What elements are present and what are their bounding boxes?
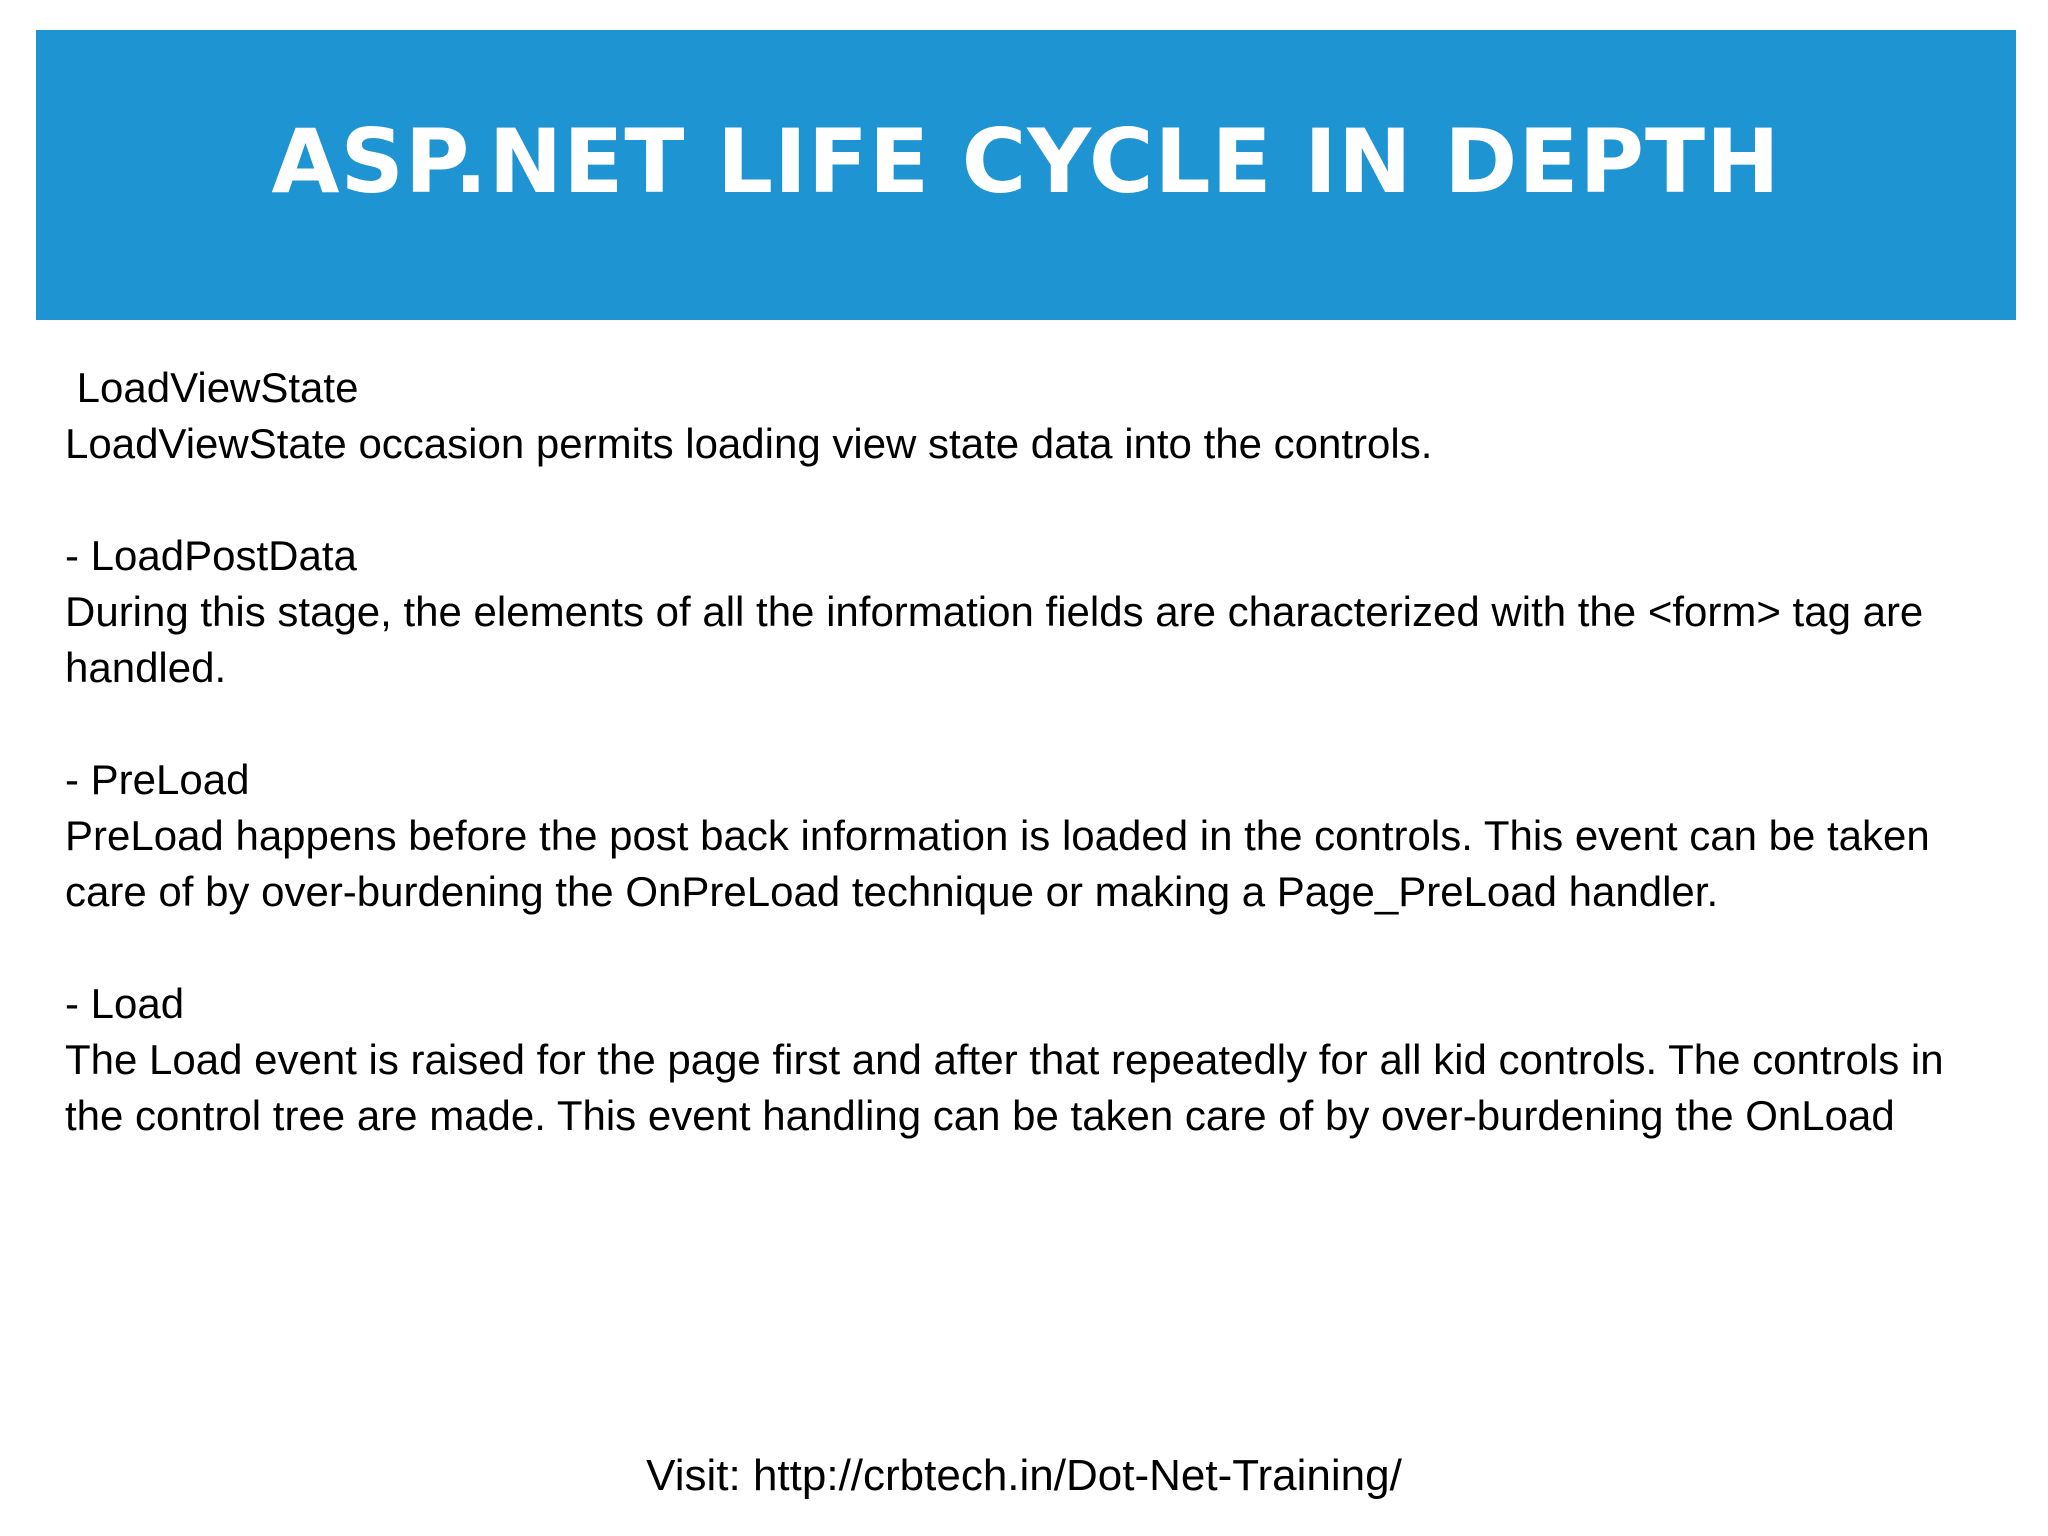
title-banner [36, 30, 2016, 320]
section-text-line: The Load event is raised for the page first and after that repeatedly for all kid controls. The controls in [65, 1036, 1944, 1083]
section-text-line: handled. [65, 644, 227, 691]
section-heading: LoadViewState [65, 364, 359, 411]
section-heading: - Load [65, 980, 185, 1027]
section-heading: - LoadPostData [65, 532, 357, 579]
page-title: ASP.NET LIFE CYCLE IN DEPTH [271, 110, 1781, 213]
section-text-line: LoadViewState occasion permits loading view state data into the controls. [65, 420, 1433, 467]
section-text-line: the control tree are made. This event handling can be taken care of by over-burdening the OnLoad [65, 1092, 1895, 1139]
section-loadpostdata [65, 528, 2003, 696]
section-loadviewstate [65, 360, 2003, 472]
section-load [65, 976, 2003, 1144]
section-text-line: During this stage, the elements of all the information fields are characterized with the <form> tag are [65, 588, 1924, 635]
section-heading: - PreLoad [65, 756, 250, 803]
footer-visit-link[interactable]: Visit: http://crbtech.in/Dot-Net-Training/ [646, 1451, 1402, 1500]
article-body [65, 360, 2003, 1200]
section-text-line: care of by over-burdening the OnPreLoad technique or making a Page_PreLoad handler. [65, 868, 1719, 915]
section-preload [65, 752, 2003, 920]
section-text-line: PreLoad happens before the post back information is loaded in the controls. This event can be taken [65, 812, 1930, 859]
